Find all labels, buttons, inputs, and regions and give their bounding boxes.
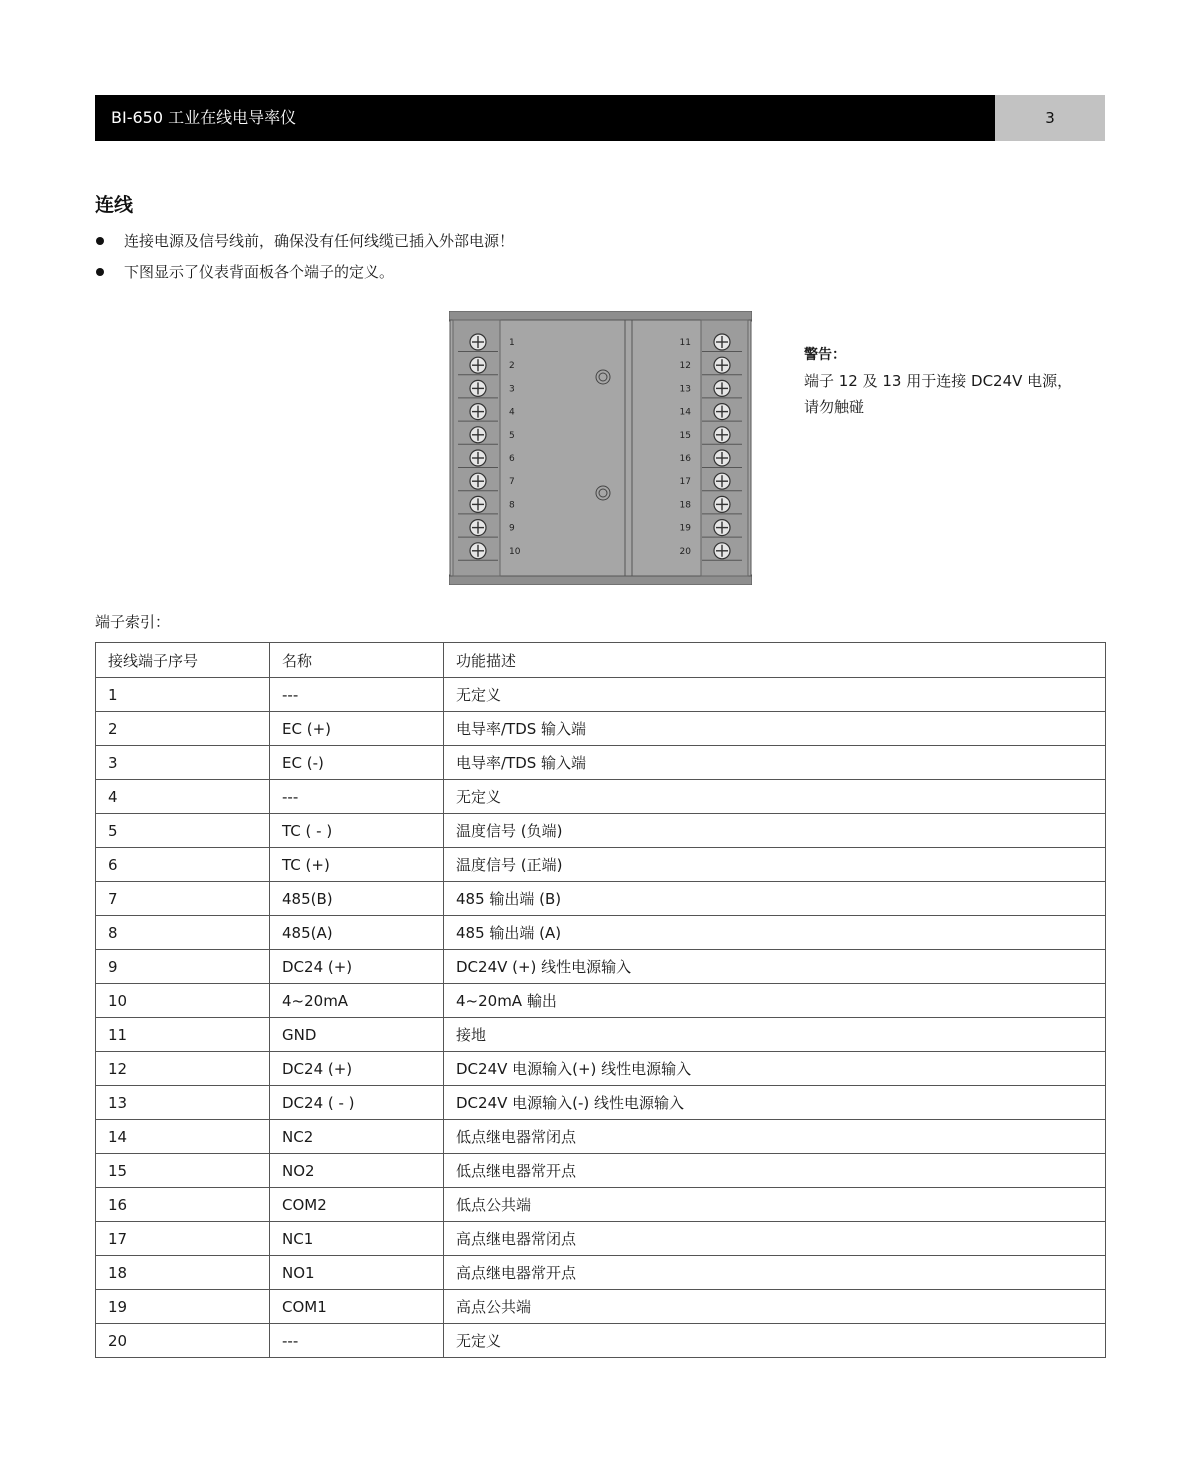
table-row: [96, 780, 1106, 814]
table-row: [96, 1188, 1106, 1222]
bullet-text: 连接电源及信号线前，确保没有任何线缆已插入外部电源！: [124, 231, 515, 250]
document-title: BI-650 工业在线电导率仪: [95, 95, 995, 141]
left-terminal-number: 4: [509, 407, 515, 418]
table-row: [96, 678, 1106, 712]
right-terminal-number: 18: [679, 500, 691, 511]
table-row: [96, 1222, 1106, 1256]
terminal-number-cell: 16: [96, 1188, 270, 1222]
function-cell: 高点公共端: [444, 1290, 1106, 1324]
terminal-number-cell: 18: [96, 1256, 270, 1290]
table-row: [96, 712, 1106, 746]
left-terminal-number: 2: [509, 361, 515, 372]
terminal-index-table: [95, 642, 1106, 1358]
table-row: [96, 1290, 1106, 1324]
terminal-number-cell: 2: [96, 712, 270, 746]
terminal-number-cell: 10: [96, 984, 270, 1018]
terminal-name-cell: NO1: [270, 1256, 444, 1290]
table-header-row: [96, 643, 1106, 678]
function-cell: 4~20mA 輸出: [444, 984, 1106, 1018]
warning-text: 请勿触碰: [804, 398, 865, 416]
terminal-name-cell: DC24 (+): [270, 950, 444, 984]
function-cell: 温度信号 (负端): [444, 814, 1106, 848]
function-cell: 电导率/TDS 输入端: [444, 712, 1106, 746]
terminal-name-cell: COM1: [270, 1290, 444, 1324]
function-cell: 485 输出端 (A): [444, 916, 1106, 950]
function-cell: DC24V 电源输入(-) 线性电源输入: [444, 1086, 1106, 1120]
rear-panel-diagram: [449, 311, 752, 585]
function-cell: 高点继电器常闭点: [444, 1222, 1106, 1256]
left-terminal-number: 1: [509, 338, 515, 348]
terminal-number-cell: 14: [96, 1120, 270, 1154]
section-title: 连线: [95, 194, 134, 216]
function-cell: 电导率/TDS 输入端: [444, 746, 1106, 780]
left-terminal-number: 10: [509, 546, 521, 557]
right-terminal-number: 13: [679, 384, 691, 395]
terminal-name-cell: TC ( - ): [270, 814, 444, 848]
right-terminal-number: 19: [679, 523, 691, 534]
warning-note: [804, 342, 1104, 420]
table-row: [96, 814, 1106, 848]
column-header: 功能描述: [444, 643, 1106, 678]
right-terminal-number: 20: [679, 546, 691, 557]
function-cell: 无定义: [444, 1324, 1106, 1358]
terminal-name-cell: ---: [270, 678, 444, 712]
column-header: 接线端子序号: [96, 643, 270, 678]
terminal-name-cell: COM2: [270, 1188, 444, 1222]
terminal-number-cell: 7: [96, 882, 270, 916]
rear-panel-illustration: [449, 311, 752, 585]
left-terminal-number: 7: [509, 477, 515, 488]
function-cell: 485 输出端 (B): [444, 882, 1106, 916]
terminal-number-cell: 3: [96, 746, 270, 780]
terminal-name-cell: NO2: [270, 1154, 444, 1188]
bullet-item: [95, 256, 514, 287]
table-caption: 端子索引：: [95, 613, 171, 631]
table-row: [96, 1086, 1106, 1120]
table-row: [96, 882, 1106, 916]
terminal-number-cell: 8: [96, 916, 270, 950]
table-row: [96, 950, 1106, 984]
bullet-text: 下图显示了仪表背面板各个端子的定义。: [124, 262, 395, 281]
terminal-name-cell: ---: [270, 780, 444, 814]
terminal-number-cell: 20: [96, 1324, 270, 1358]
table-row: [96, 1018, 1106, 1052]
right-terminal-number: 15: [679, 430, 691, 441]
bullet-list: [95, 225, 514, 287]
terminal-number-cell: 19: [96, 1290, 270, 1324]
function-cell: 无定义: [444, 780, 1106, 814]
left-terminal-number: 5: [509, 430, 515, 441]
terminal-name-cell: EC (+): [270, 712, 444, 746]
warning-text: 端子 12 及 13 用于连接 DC24V 电源，: [804, 372, 1073, 390]
function-cell: 无定义: [444, 678, 1106, 712]
terminal-name-cell: NC1: [270, 1222, 444, 1256]
terminal-name-cell: DC24 ( - ): [270, 1086, 444, 1120]
bullet-icon: [96, 268, 104, 276]
terminal-number-cell: 12: [96, 1052, 270, 1086]
table-row: [96, 1324, 1106, 1358]
left-terminal-number: 3: [509, 384, 515, 395]
function-cell: 高点继电器常开点: [444, 1256, 1106, 1290]
terminal-number-cell: 15: [96, 1154, 270, 1188]
terminal-name-cell: GND: [270, 1018, 444, 1052]
function-cell: 温度信号 (正端): [444, 848, 1106, 882]
terminal-name-cell: ---: [270, 1324, 444, 1358]
terminal-name-cell: TC (+): [270, 848, 444, 882]
function-cell: DC24V 电源输入(+) 线性电源输入: [444, 1052, 1106, 1086]
terminal-number-cell: 17: [96, 1222, 270, 1256]
function-cell: 接地: [444, 1018, 1106, 1052]
terminal-number-cell: 4: [96, 780, 270, 814]
table-row: [96, 746, 1106, 780]
terminal-name-cell: 485(B): [270, 882, 444, 916]
terminal-number-cell: 9: [96, 950, 270, 984]
terminal-name-cell: DC24 (+): [270, 1052, 444, 1086]
table-row: [96, 984, 1106, 1018]
left-terminal-number: 9: [509, 523, 515, 534]
terminal-number-cell: 5: [96, 814, 270, 848]
function-cell: DC24V (+) 线性电源输入: [444, 950, 1106, 984]
table-row: [96, 1120, 1106, 1154]
left-terminal-number: 6: [509, 454, 515, 464]
column-header: 名称: [270, 643, 444, 678]
right-terminal-number: 11: [679, 338, 691, 348]
terminal-number-cell: 6: [96, 848, 270, 882]
table-row: [96, 848, 1106, 882]
table-row: [96, 1256, 1106, 1290]
terminal-number-cell: 1: [96, 678, 270, 712]
bullet-icon: [96, 237, 104, 245]
right-terminal-number: 16: [679, 454, 691, 464]
table-row: [96, 916, 1106, 950]
terminal-name-cell: 485(A): [270, 916, 444, 950]
right-terminal-number: 17: [679, 477, 691, 488]
function-cell: 低点继电器常闭点: [444, 1120, 1106, 1154]
function-cell: 低点继电器常开点: [444, 1154, 1106, 1188]
table-row: [96, 1154, 1106, 1188]
bullet-item: [95, 225, 514, 256]
warning-title: 警告：: [804, 347, 846, 363]
page-header: [95, 95, 1105, 141]
function-cell: 低点公共端: [444, 1188, 1106, 1222]
terminal-name-cell: 4~20mA: [270, 984, 444, 1018]
terminal-number-cell: 11: [96, 1018, 270, 1052]
left-terminal-number: 8: [509, 500, 515, 511]
right-terminal-number: 12: [679, 361, 691, 372]
right-terminal-number: 14: [679, 407, 691, 418]
terminal-name-cell: NC2: [270, 1120, 444, 1154]
terminal-name-cell: EC (-): [270, 746, 444, 780]
page-number: 3: [995, 95, 1105, 141]
table-row: [96, 1052, 1106, 1086]
terminal-number-cell: 13: [96, 1086, 270, 1120]
